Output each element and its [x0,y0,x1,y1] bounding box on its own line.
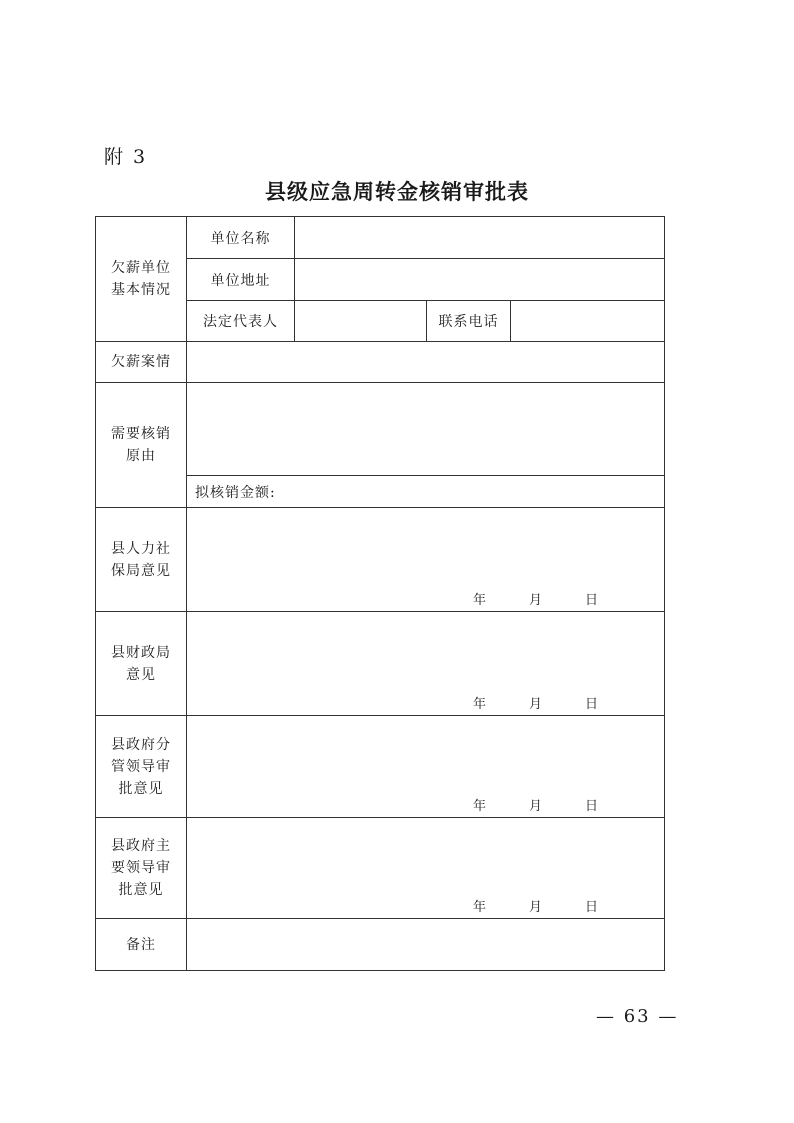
gov-deputy-opinion-field[interactable] [187,716,665,818]
date-year: 年 [473,593,487,608]
attachment-label: 附 3 [104,146,148,168]
date-year: 年 [473,900,487,915]
writeoff-amount-label: 拟核销金额: [195,484,276,501]
gov-deputy-opinion-date [187,795,664,813]
date-day: 日 [585,900,599,915]
approval-form-table [95,216,665,971]
gov-head-opinion-date [187,896,664,914]
remarks-label: 备注 [96,919,187,971]
contact-phone-field[interactable] [511,301,665,342]
unit-name-label: 单位名称 [187,217,295,259]
hr-opinion-label: 县人力社保局意见 [111,540,171,579]
hr-opinion-label-cell [96,508,187,612]
writeoff-reason-field[interactable] [187,383,665,476]
hr-opinion-field[interactable] [187,508,665,612]
finance-opinion-date [187,693,664,711]
date-day: 日 [585,799,599,814]
gov-head-opinion-label-cell [96,818,187,919]
finance-opinion-label-cell [96,612,187,716]
gov-deputy-opinion-label: 县政府分管领导审批意见 [111,736,171,797]
wage-case-field[interactable] [187,342,665,383]
writeoff-amount-field[interactable] [187,476,665,508]
date-day: 日 [585,697,599,712]
date-year: 年 [473,697,487,712]
unit-address-field[interactable] [295,259,665,301]
unit-basic-label: 欠薪单位基本情况 [111,260,171,298]
contact-phone-label: 联系电话 [427,301,511,342]
finance-opinion-field[interactable] [187,612,665,716]
remarks-field[interactable] [187,919,665,971]
unit-address-label: 单位地址 [187,259,295,301]
writeoff-reason-label-cell [96,383,187,508]
finance-opinion-label: 县财政局意见 [111,644,171,683]
date-month: 月 [529,593,543,608]
unit-basic-label-cell [96,217,187,342]
gov-head-opinion-label: 县政府主要领导审批意见 [111,838,171,898]
date-month: 月 [529,900,543,915]
legal-rep-label: 法定代表人 [187,301,295,342]
date-month: 月 [529,697,543,712]
date-year: 年 [473,799,487,814]
legal-rep-field[interactable] [295,301,427,342]
writeoff-reason-label: 需要核销原由 [111,426,171,464]
unit-name-field[interactable] [295,217,665,259]
gov-deputy-opinion-label-cell [96,716,187,818]
page-title: 县级应急周转金核销审批表 [265,180,529,204]
date-day: 日 [585,593,599,608]
gov-head-opinion-field[interactable] [187,818,665,919]
date-month: 月 [529,799,543,814]
wage-case-label: 欠薪案情 [96,342,187,383]
page-number: — 63 — [596,1006,679,1027]
hr-opinion-date [187,589,664,607]
